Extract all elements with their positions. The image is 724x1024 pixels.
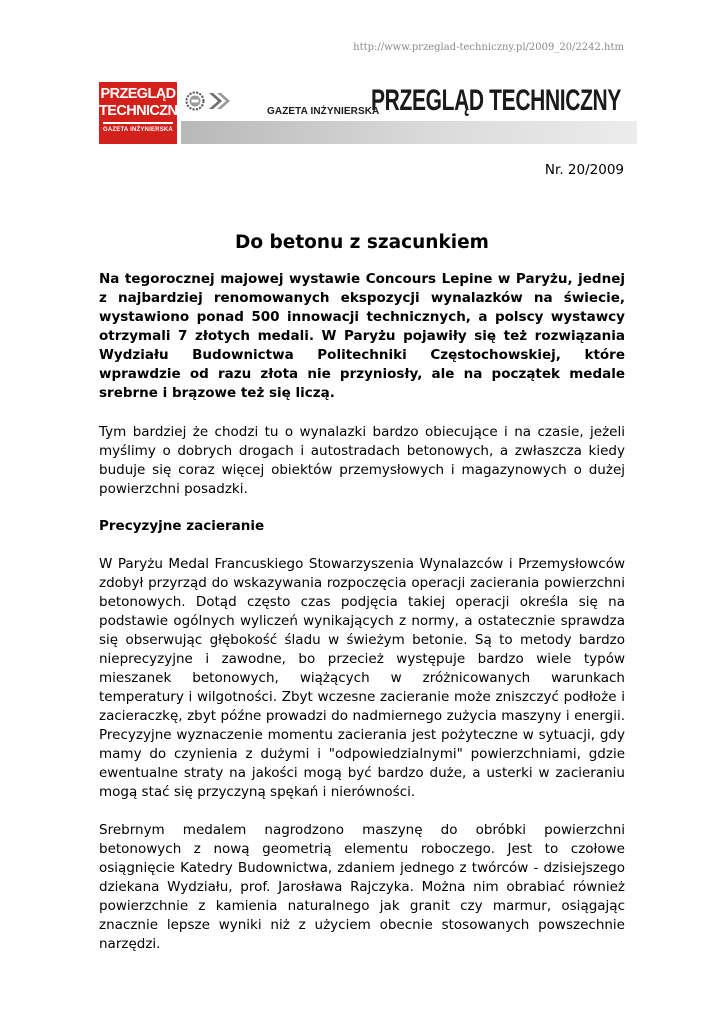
double-arrow-icon <box>208 92 230 110</box>
banner-strip <box>181 121 637 144</box>
masthead-banner <box>99 82 637 144</box>
logo-line-2: TECHNICZNY <box>99 103 187 119</box>
paragraph-2: W Paryżu Medal Francuskiego Stowarzyszenia Wynalazców i Przemysłowców zdobył przyrząd do wskazywania rozpoczęcia operacji zacierania powierzchni betonowych. Dotąd często czas podjęcia takiej operacji określa się na podstawie ogólnych wyliczeń wynikających z normy, a ostatecznie sprawdza się obserwując głębokość śladu w świeżym betonie. Są to metody bardzo nieprecyzyjne i zawodne, bo przecież występuje bardzo wiele typów mieszanek betonowych, wiążących w zróżnicowanych warunkach temperatury i wilgotności. Zbyt wczesne zacieranie może zniszczyć podłoże i zacieraczkę, zbyt późne prowadzi do nadmiernego zużycia maszyny i energii. Precyzyjne wyznaczenie momentu zacierania jest pożyteczne w sytuacji, gdy mamy do czynienia z dużymi i "odpowiedzialnymi" powierzchniami, gdzie ewentualne straty na jakości mogą być bardzo duże, a usterki w zacieraniu mogą stać się przyczyną spękań i nierówności. <box>99 556 625 800</box>
logo <box>99 82 187 144</box>
banner-subtitle: GAZETA INŻYNIERSKA <box>267 106 380 117</box>
banner-title: PRZEGLĄD TECHNICZNY <box>371 84 622 117</box>
paragraph-3: Srebrnym medalem nagrodzono maszynę do obróbki powierzchni betonowych z nową geometrią elementu roboczego. Jest to czołowe osiągnięcie Katedry Budownictwa, zdaniem jednego z twórców - dzisiejszego dziekana Wydziału, prof. Jarosława Rajczyka. Można nim obrabiać również powierzchnie z kamienia naturalnego jak granit czy marmur, osiągając znacznie lepsze wyniki niż z użyciem obecnie stosowanych powszechnie narzędzi. <box>99 822 625 952</box>
source-url: http://www.przeglad-techniczny.pl/2009_20/2242.htm <box>353 42 624 53</box>
logo-divider <box>103 122 173 124</box>
not-logo-icon <box>185 91 205 111</box>
issue-number: Nr. 20/2009 <box>544 162 624 178</box>
article-body <box>99 270 625 954</box>
logo-line-1: PRZEGLĄD <box>100 86 176 102</box>
paragraph-1: Tym bardziej że chodzi tu o wynalazki bardzo obiecujące i na czasie, jeżeli myślimy o dobrych drogach i autostradach betonowych, a zwłaszcza kiedy buduje się coraz więcej obiektów przemysłowych i magazynowych o dużej powierzchni posadzki. <box>99 424 625 497</box>
article-title: Do betonu z szacunkiem <box>235 232 489 253</box>
article-lead: Na tegorocznej majowej wystawie Concours Lepine w Paryżu, jednej z najbardziej renomowanych ekspozycji wynalazków na świecie, wystawiono ponad 500 innowacji technicznych, a polscy wystawcy otrzymali 7 złotych medali. W Paryżu pojawiły się też rozwiązania Wydziału Budownictwa Politechniki Częstochowskiej, które wprawdzie od razu złota nie przyniosły, ale na początek medale srebrne i brązowe też się liczą. <box>99 271 625 401</box>
section-heading: Precyzyjne zacieranie <box>99 518 265 534</box>
logo-line-3: GAZETA INŻYNIERSKA <box>103 127 173 133</box>
